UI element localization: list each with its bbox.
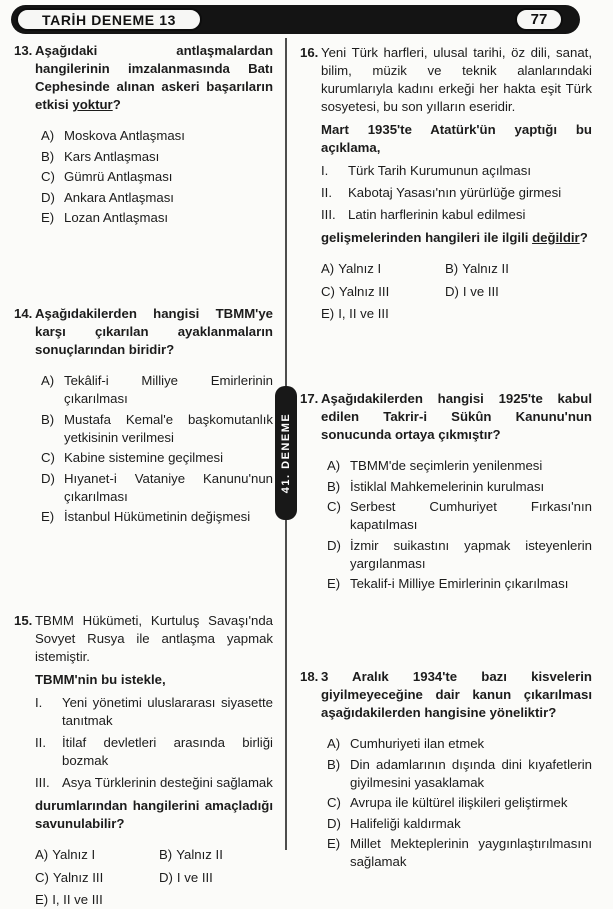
option-row (321, 283, 445, 301)
option-row (327, 478, 592, 496)
deneme-side-banner (275, 386, 297, 520)
item-label: I. (35, 695, 43, 710)
option-text: Kabine sistemine geçilmesi (64, 450, 224, 465)
question-14 (14, 305, 273, 529)
question-lead: TBMM'nin bu istekle, (35, 672, 166, 687)
option-letter: B) (327, 756, 341, 772)
option-row (41, 148, 273, 166)
question-intro: TBMM Hükümeti, Kurtuluş Savaşı'nda Sovyet Rusya ile antlaşma yapmak istemiştir. (35, 613, 273, 664)
option-letter: D) (445, 283, 459, 299)
roman-items (35, 694, 273, 792)
option-text: Tekalif-i Milliye Emirlerinin çıkarılması (350, 576, 569, 591)
question-number: 18. (300, 669, 319, 684)
question-stem: Aşağıdakilerden hangisi 1925'te kabul edilen Takrir-i Sükûn Kanunu'nun sonucunda ortaya çıkmıştır? (321, 391, 592, 442)
options-list (327, 457, 592, 593)
option-row (327, 457, 592, 475)
option-row (35, 846, 159, 864)
options-list (41, 372, 273, 526)
option-letter: A) (327, 736, 341, 751)
option-letter: A) (41, 373, 55, 388)
option-row (41, 168, 273, 186)
roman-item (35, 774, 273, 792)
option-text: Cumhuriyeti ilan etmek (350, 736, 485, 751)
option-letter: E) (35, 892, 49, 907)
option-row (321, 305, 445, 323)
option-text: Kars Antlaşması (64, 148, 160, 164)
page-number-pill (515, 8, 563, 31)
roman-item (35, 734, 273, 770)
question-intro: Yeni Türk harfleri, ulusal tarihi, öz dili, sanat, bilim, müzik ve teknik alanlarındaki kurumlarıyla kadını erkeği her hakta eşit Türk sosyetesi, bu son yılların eseridir. (321, 45, 592, 114)
roman-item (321, 206, 592, 224)
question-number: 14. (14, 306, 33, 321)
question-stem (35, 42, 273, 114)
option-letter: D) (327, 815, 341, 831)
option-text: Lozan Antlaşması (64, 210, 169, 225)
item-text: Kabotaj Yasası'nın yürürlüğe girmesi (348, 185, 562, 200)
option-text: Gümrü Antlaşması (64, 169, 173, 184)
item-label: I. (321, 163, 329, 178)
question-number: 13. (14, 43, 33, 58)
stem-text: Aşağıdaki antlaşmalardan hangilerinin imzalanmasında Batı Cephesinde alınan askeri başarıların etkisi (35, 43, 273, 112)
option-text: Millet Mekteplerinin yaygınlaştırılmasını sağlamak (350, 836, 592, 869)
option-text: Halifeliği kaldırmak (350, 815, 461, 831)
option-text: İstiklal Mahkemelerinin kurulması (350, 478, 545, 494)
item-text: Asya Türklerinin desteğini sağlamak (62, 775, 273, 790)
option-row (327, 815, 592, 833)
options-grid (35, 846, 273, 909)
option-text: Din adamlarının dışında dini kıyafetlerin giyilmesini yasaklamak (350, 756, 592, 790)
option-row (159, 869, 273, 887)
option-letter: D) (41, 470, 55, 486)
options-list (41, 127, 273, 227)
option-row (327, 498, 592, 534)
option-letter: A) (327, 458, 341, 473)
stem-text: ? (112, 97, 121, 112)
option-row (35, 891, 159, 909)
stem-underline: yoktur (72, 97, 113, 112)
option-letter: B) (159, 847, 173, 862)
option-letter: C) (41, 450, 55, 465)
question-number: 15. (14, 613, 33, 628)
item-text: Türk Tarih Kurumunun açılması (348, 163, 531, 178)
option-text: Hıyanet-i Vataniye Kanunu'nun çıkarılması (64, 470, 273, 504)
option-text: Tekâlif-i Milliye Emirlerinin çıkarılması (64, 373, 273, 406)
item-label: II. (35, 735, 46, 750)
item-label: III. (321, 207, 336, 222)
header-bar (11, 5, 580, 34)
item-text: Yeni yönetimi uluslararası siyasette tanıtmak (62, 695, 273, 728)
option-text: Serbest Cumhuriyet Fırkası'nın kapatılması (350, 499, 592, 532)
roman-item (321, 162, 592, 180)
option-row (327, 794, 592, 812)
option-row (41, 470, 273, 506)
option-letter: C) (327, 795, 341, 810)
option-text: I ve III (462, 283, 499, 299)
option-letter: B) (41, 148, 55, 164)
question-17 (300, 390, 592, 596)
option-letter: E) (41, 509, 55, 524)
option-text: İzmir suikastını yapmak isteyenlerin yargılanması (350, 537, 592, 571)
option-row (327, 537, 592, 573)
option-row (41, 508, 273, 526)
option-row (327, 575, 592, 593)
question-number: 16. (300, 45, 319, 60)
option-row (445, 260, 592, 278)
option-row (327, 756, 592, 792)
option-row (35, 869, 159, 887)
question-13 (14, 42, 273, 230)
option-row (41, 411, 273, 447)
option-text: I ve III (176, 869, 213, 885)
option-text: Mustafa Kemal'e başkomutanlık yetkisinin verilmesi (64, 411, 273, 445)
option-row (327, 735, 592, 753)
item-label: III. (35, 775, 50, 790)
options-list (327, 735, 592, 871)
option-text: Yalnız I (338, 261, 382, 276)
page-title-pill (16, 8, 202, 31)
option-letter: C) (327, 499, 341, 514)
option-text: Yalnız II (176, 847, 223, 862)
option-row (41, 127, 273, 145)
option-row (41, 209, 273, 227)
option-row (41, 189, 273, 207)
roman-item (321, 184, 592, 202)
option-text: I, II ve III (338, 306, 389, 321)
question-closing (321, 229, 592, 247)
roman-items (321, 162, 592, 224)
option-letter: C) (41, 169, 55, 184)
options-grid (321, 260, 592, 323)
option-letter: E) (327, 576, 341, 591)
closing-text: ? (579, 230, 588, 245)
option-row (321, 260, 445, 278)
option-letter: E) (321, 306, 335, 321)
roman-item (35, 694, 273, 730)
option-text: Yalnız II (462, 261, 509, 276)
option-letter: A) (41, 128, 55, 143)
option-row (445, 283, 592, 301)
option-letter: D) (41, 189, 55, 205)
page-number: 77 (530, 11, 548, 28)
page-title: TARİH DENEME 13 (42, 11, 176, 28)
option-letter: A) (35, 847, 49, 862)
option-row (327, 835, 592, 871)
question-18 (300, 668, 592, 874)
option-letter: C) (321, 283, 335, 299)
option-row (41, 372, 273, 408)
option-letter: E) (41, 210, 55, 225)
question-stem: 3 Aralık 1934'te bazı kisvelerin giyilmeyeceğine dair kanun çıkarılması aşağıdakilerden hangisine yöneliktir? (321, 669, 592, 720)
item-text: İtilaf devletleri arasında birliği bozmak (62, 735, 273, 768)
option-letter: B) (327, 478, 341, 494)
option-letter: B) (445, 261, 459, 276)
option-text: Yalnız I (52, 847, 96, 862)
option-text: I, II ve III (52, 892, 103, 907)
option-letter: E) (327, 836, 341, 851)
closing-text: gelişmelerinden hangileri ile ilgili (321, 230, 533, 245)
question-lead: Mart 1935'te Atatürk'ün yaptığı bu açıklama, (321, 122, 592, 155)
question-number: 17. (300, 391, 319, 406)
option-text: TBMM'de seçimlerin yenilenmesi (350, 458, 543, 473)
option-letter: A) (321, 261, 335, 276)
option-text: Yalnız III (52, 869, 104, 885)
option-letter: D) (159, 869, 173, 885)
option-text: İstanbul Hükümetinin değişmesi (64, 509, 251, 524)
deneme-banner-label: 41. DENEME (280, 412, 293, 494)
option-row (41, 449, 273, 467)
option-text: Yalnız III (338, 283, 390, 299)
option-letter: B) (41, 411, 55, 427)
option-text: Ankara Antlaşması (64, 189, 174, 205)
option-text: Moskova Antlaşması (64, 128, 185, 143)
item-label: II. (321, 185, 332, 200)
option-text: Avrupa ile kültürel ilişkileri geliştirmek (350, 795, 568, 810)
item-text: Latin harflerinin kabul edilmesi (348, 207, 526, 222)
option-letter: D) (327, 537, 341, 553)
option-letter: C) (35, 869, 49, 885)
question-closing: durumlarından hangilerini amaçladığı savunulabilir? (35, 798, 273, 831)
question-15 (14, 612, 273, 909)
closing-underline: değildir (532, 230, 580, 245)
question-stem: Aşağıdakilerden hangisi TBMM'ye karşı çıkarılan ayaklanmaların sonuçlarından biridir? (35, 306, 273, 357)
option-row (159, 846, 273, 864)
question-16 (300, 44, 592, 323)
